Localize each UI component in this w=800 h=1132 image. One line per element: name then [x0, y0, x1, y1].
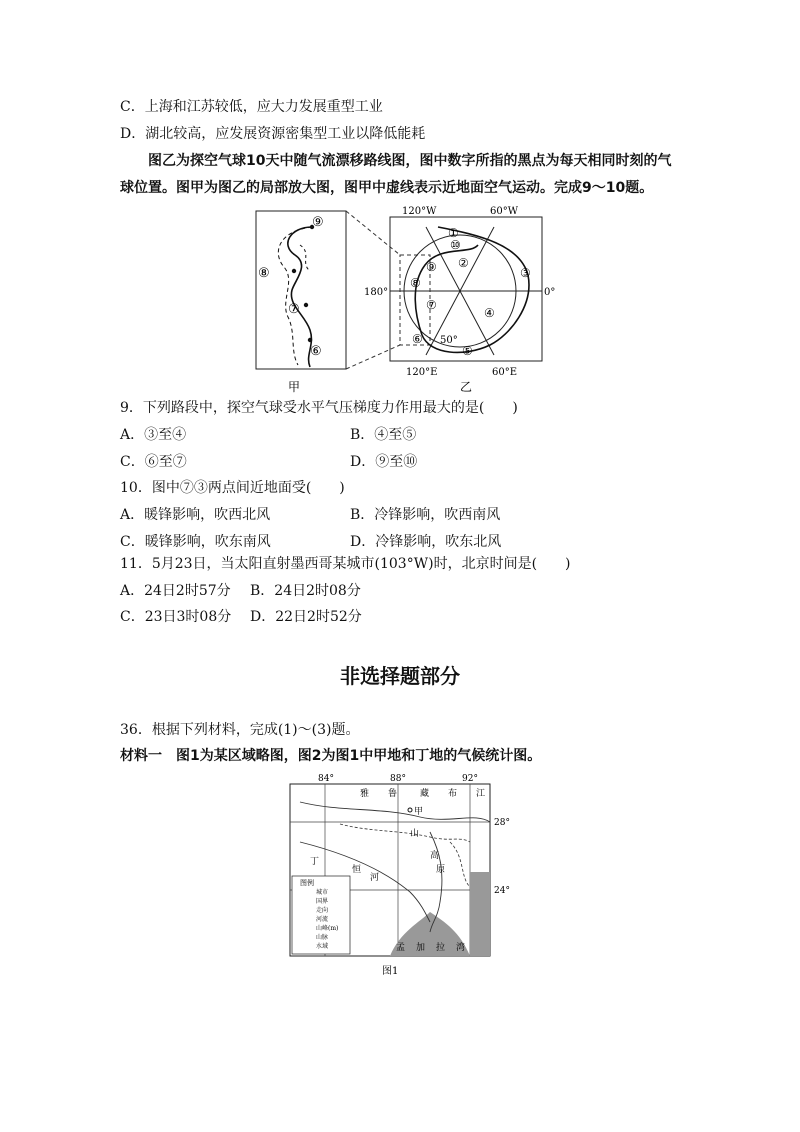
jia-point-8: ⑧	[258, 266, 270, 281]
question-11-option-b: B．24日2时08分	[250, 583, 361, 599]
question-9-stem: 9．下列路段中，探空气球受水平气压梯度力作用最大的是( )	[120, 400, 518, 416]
yi-point-10: ⑩	[450, 238, 461, 252]
region-map	[280, 772, 520, 980]
yi-point-9: ⑨	[426, 260, 437, 274]
map-lon-88: 88°	[390, 774, 406, 784]
map-bay-char-3: 拉	[436, 943, 446, 953]
map-top-char-4: 布	[448, 789, 458, 799]
map-top-char-1: 雅	[360, 789, 370, 799]
section-title: 非选择题部分	[340, 664, 460, 688]
map-lat-28: 28°	[494, 818, 510, 828]
material-one: 材料一 图1为某区域略图，图2为图1中甲地和丁地的气候统计图。	[120, 748, 542, 764]
panel-yi-route	[415, 227, 529, 352]
question-10-option-b: B．冷锋影响，吹西南风	[350, 507, 501, 523]
question-9-option-c: C．⑥至⑦	[120, 454, 187, 470]
question-11-option-c: C．23日3时08分	[120, 609, 232, 625]
yi-point-3: ③	[520, 266, 531, 280]
question-9-option-a: A．③至④	[120, 427, 187, 443]
map-bay-char-1: 孟	[396, 943, 406, 953]
panel-yi-label: 乙	[460, 380, 473, 394]
map-plateau-char-1: 高	[430, 851, 440, 861]
map-jia: 甲	[414, 807, 424, 817]
legend-city: 城市	[316, 889, 329, 896]
legend-peak: 山峰(m)	[316, 925, 339, 932]
map-top-char-2: 鲁	[388, 789, 398, 799]
yi-point-6: ⑥	[412, 332, 423, 346]
question-11-stem: 11．5月23日，当太阳直射墨西哥某城市(103°W)时，北京时间是( )	[120, 556, 571, 572]
intro-line-1: 图乙为探空气球10天中随气流漂移路线图，图中数字所指的黑点为每天相同时刻的气	[148, 153, 672, 169]
question-10-option-a: A．暖锋影响，吹西北风	[120, 507, 271, 523]
yi-point-1: ①	[448, 226, 459, 240]
legend-border: 国界	[316, 898, 329, 905]
map-lon-84: 84°	[318, 774, 334, 784]
legend-trend: 走向	[316, 907, 329, 914]
balloon-route-figure	[250, 205, 556, 395]
intro-line-2: 球位置。图甲为图乙的局部放大图，图甲中虚线表示近地面空气运动。完成9～10题。	[120, 180, 654, 196]
map-plateau-char-2: 原	[436, 865, 446, 875]
question-10-stem: 10．图中⑦③两点间近地面受( )	[120, 480, 345, 496]
jia-point-7: ⑦	[288, 302, 300, 317]
yi-lon-120e: 120°E	[406, 367, 438, 378]
question-11-option-d: D．22日2时52分	[250, 609, 362, 625]
map-shan: 山	[410, 829, 420, 839]
panel-jia-label: 甲	[288, 380, 301, 394]
legend-water: 水域	[316, 943, 329, 950]
map-river-char-2: 河	[370, 873, 380, 883]
question-9-option-b: B．④至⑤	[350, 427, 417, 443]
yi-lat-50: 50°	[440, 335, 458, 346]
panel-jia-frame	[256, 211, 346, 369]
question-10-option-d: D．冷锋影响，吹东北风	[350, 534, 502, 550]
question-11-option-a: A．24日2时57分	[120, 583, 231, 599]
question-36-stem: 36．根据下列材料，完成(1)～(3)题。	[120, 722, 360, 738]
yi-lon-180: 180°	[364, 287, 389, 298]
map-top-char-5: 江	[476, 789, 486, 799]
map-lat-24: 24°	[494, 886, 510, 896]
yi-lon-60e: 60°E	[492, 367, 518, 378]
yi-point-8: ⑧	[410, 276, 421, 290]
legend-title: 图例	[300, 879, 314, 887]
yi-point-5: ⑤	[462, 344, 473, 358]
map-river-char-1: 恒	[352, 865, 362, 875]
map-ding: 丁	[310, 857, 320, 867]
question-9-option-d: D．⑨至⑩	[350, 454, 418, 470]
jia-point-6: ⑥	[310, 344, 322, 359]
yi-point-7: ⑦	[426, 298, 437, 312]
map-lon-92: 92°	[462, 774, 478, 784]
map-caption: 图1	[382, 966, 399, 977]
yi-lon-60w: 60°W	[490, 206, 519, 217]
jia-point-9: ⑨	[312, 215, 324, 230]
question-8-option-c: C．上海和江苏较低，应大力发展重型工业	[120, 99, 383, 115]
yi-lon-120w: 120°W	[402, 206, 437, 217]
yi-point-4: ④	[484, 306, 495, 320]
question-10-option-c: C．暖锋影响，吹东南风	[120, 534, 271, 550]
yi-point-2: ②	[458, 256, 469, 270]
yi-lon-0: 0°	[544, 287, 556, 298]
panel-jia-route	[288, 227, 312, 367]
map-bay-char-4: 湾	[456, 943, 466, 953]
question-8-option-d: D．湖北较高，应发展资源密集型工业以降低能耗	[120, 126, 426, 142]
map-bay-char-2: 加	[416, 943, 426, 953]
legend-river: 河流	[316, 916, 329, 923]
legend-range: 山脉	[316, 934, 329, 941]
map-top-char-3: 藏	[420, 789, 430, 799]
